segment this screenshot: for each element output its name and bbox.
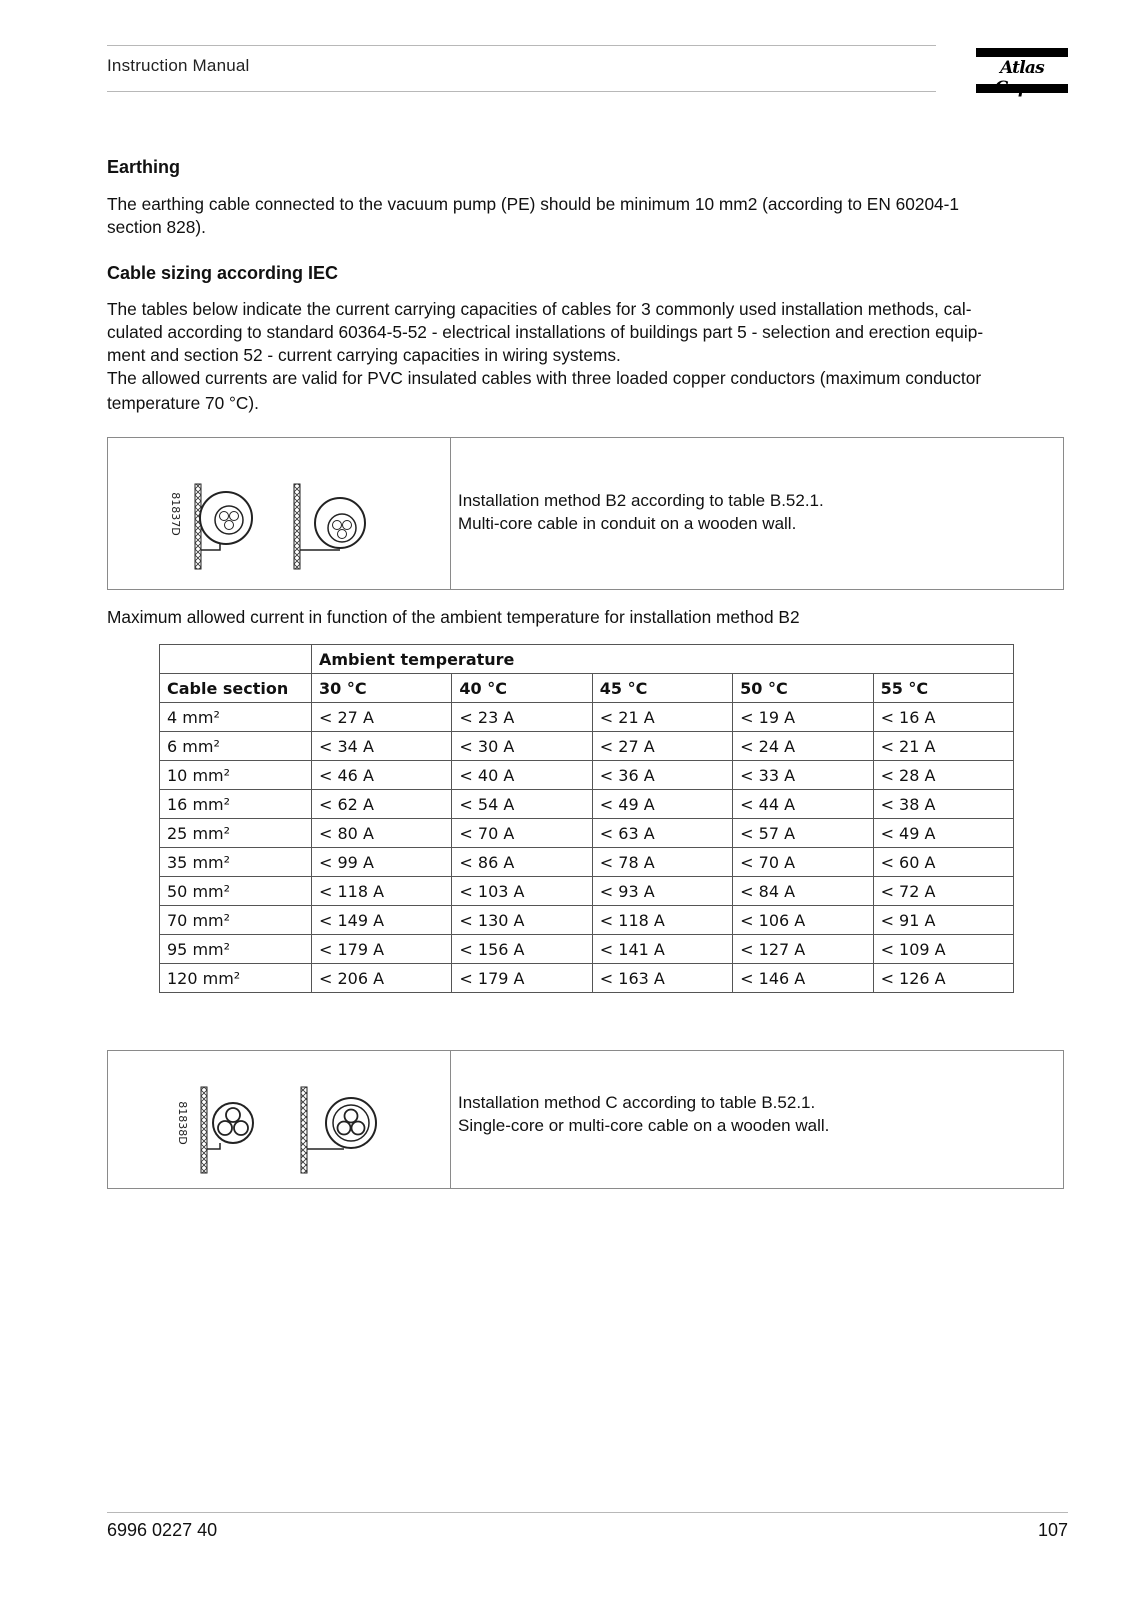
current-cell: < 206 A (312, 964, 452, 993)
cable-section-cell: 50 mm² (160, 877, 312, 906)
current-cell: < 86 A (452, 848, 592, 877)
table-row (160, 732, 1014, 761)
current-cell: < 70 A (733, 848, 873, 877)
method-c-diagram (108, 1051, 450, 1190)
current-cell: < 118 A (312, 877, 452, 906)
cable-sizing-line: The allowed currents are valid for PVC insulated cables with three loaded copper conductors (maximum conductor (107, 368, 982, 388)
current-cell: < 109 A (873, 935, 1013, 964)
current-cell: < 19 A (733, 703, 873, 732)
current-cell: < 70 A (452, 819, 592, 848)
current-cell: < 44 A (733, 790, 873, 819)
cable-section-cell: 120 mm² (160, 964, 312, 993)
current-cell: < 21 A (592, 703, 732, 732)
ambient-temperature-header: Ambient temperature (312, 645, 1014, 674)
current-cell: < 38 A (873, 790, 1013, 819)
table-row (160, 935, 1014, 964)
column-header: 50 °C (733, 674, 873, 703)
method-b2-figure-cell (108, 438, 451, 589)
cable-section-cell: 95 mm² (160, 935, 312, 964)
current-cell: < 27 A (592, 732, 732, 761)
current-cell: < 93 A (592, 877, 732, 906)
cable-section-header: Cable section (160, 674, 312, 703)
earthing-line: section 828). (107, 217, 206, 237)
cable-section-cell: 16 mm² (160, 790, 312, 819)
table-column-header-row (160, 674, 1014, 703)
earthing-heading: Earthing (107, 157, 181, 177)
current-cell: < 156 A (452, 935, 592, 964)
current-cell: < 78 A (592, 848, 732, 877)
current-cell: < 24 A (733, 732, 873, 761)
method-b2-line: Multi-core cable in conduit on a wooden wall. (458, 514, 797, 533)
current-cell: < 72 A (873, 877, 1013, 906)
method-c-description (458, 1091, 829, 1137)
manual-title: Instruction Manual (107, 56, 250, 75)
column-header: 45 °C (592, 674, 732, 703)
current-cell: < 23 A (452, 703, 592, 732)
current-cell: < 46 A (312, 761, 452, 790)
table-row (160, 877, 1014, 906)
earthing-line: The earthing cable connected to the vacuum pump (PE) should be minimum 10 mm2 (according to EN 60204-1 (107, 194, 960, 214)
method-c-line: Installation method C according to table B.52.1. (458, 1093, 816, 1112)
cable-sizing-line: The tables below indicate the current carrying capacities of cables for 3 commonly used installation methods, cal- (107, 299, 972, 319)
cable-section-cell: 10 mm² (160, 761, 312, 790)
cable-sizing-heading: Cable sizing according IEC (107, 263, 339, 283)
current-cell: < 127 A (733, 935, 873, 964)
current-cell: < 103 A (452, 877, 592, 906)
earthing-paragraph (107, 193, 1067, 239)
header-top-rule (107, 45, 936, 46)
cable-sizing-line: culated according to standard 60364-5-52 - electrical installations of buildings part 5 - selection and erection equip- (107, 322, 984, 342)
current-cell: < 63 A (592, 819, 732, 848)
current-cell: < 40 A (452, 761, 592, 790)
table-row (160, 848, 1014, 877)
cable-sizing-line: ment and section 52 - current carrying capacities in wiring systems. (107, 345, 621, 365)
table-row (160, 819, 1014, 848)
figure-code-label: 81838D (176, 1101, 189, 1145)
current-cell: < 146 A (733, 964, 873, 993)
current-cell: < 36 A (592, 761, 732, 790)
page-number: 107 (1037, 1520, 1068, 1540)
logo-wordmark: Atlas (1000, 58, 1044, 78)
cable-section-cell: 25 mm² (160, 819, 312, 848)
current-cell: < 30 A (452, 732, 592, 761)
current-cell: < 54 A (452, 790, 592, 819)
current-cell: < 34 A (312, 732, 452, 761)
method-b2-box (107, 437, 1064, 590)
method-c-figure-cell (108, 1051, 451, 1188)
current-cell: < 126 A (873, 964, 1013, 993)
atlas-copco-logo (976, 48, 1068, 93)
current-cell: < 106 A (733, 906, 873, 935)
method-b2-line: Installation method B2 according to table B.52.1. (458, 491, 824, 510)
current-cell: < 99 A (312, 848, 452, 877)
current-cell: < 130 A (452, 906, 592, 935)
table-row (160, 906, 1014, 935)
current-cell: < 91 A (873, 906, 1013, 935)
method-b2-description (458, 489, 824, 535)
table-body (160, 703, 1014, 993)
column-header: 30 °C (312, 674, 452, 703)
method-b2-diagram (108, 438, 450, 591)
current-cell: < 49 A (873, 819, 1013, 848)
table-row (160, 703, 1014, 732)
cable-section-cell: 6 mm² (160, 732, 312, 761)
table-row (160, 790, 1014, 819)
current-cell: < 33 A (733, 761, 873, 790)
current-cell: < 149 A (312, 906, 452, 935)
current-cell: < 60 A (873, 848, 1013, 877)
cable-section-cell: 70 mm² (160, 906, 312, 935)
current-cell: < 179 A (452, 964, 592, 993)
current-cell: < 163 A (592, 964, 732, 993)
column-header: 55 °C (873, 674, 1013, 703)
current-cell: < 62 A (312, 790, 452, 819)
cable-section-cell: 4 mm² (160, 703, 312, 732)
document-number: 6996 0227 40 (107, 1520, 218, 1540)
current-cell: < 118 A (592, 906, 732, 935)
method-c-box (107, 1050, 1064, 1189)
current-cell: < 28 A (873, 761, 1013, 790)
figure-code-label: 81837D (169, 492, 182, 536)
current-cell: < 27 A (312, 703, 452, 732)
current-capacity-table (159, 644, 1014, 993)
current-cell: < 16 A (873, 703, 1013, 732)
cable-sizing-line: temperature 70 °C). (107, 393, 259, 413)
current-cell: < 49 A (592, 790, 732, 819)
header-bottom-rule (107, 91, 936, 92)
table-row (160, 964, 1014, 993)
footer-rule (107, 1512, 1068, 1513)
current-cell: < 21 A (873, 732, 1013, 761)
cable-sizing-paragraph (107, 298, 1067, 415)
table-group-header-row (160, 645, 1014, 674)
column-header: 40 °C (452, 674, 592, 703)
cable-section-cell: 35 mm² (160, 848, 312, 877)
table-caption: Maximum allowed current in function of the ambient temperature for installation method B2 (107, 607, 800, 627)
current-cell: < 80 A (312, 819, 452, 848)
method-c-line: Single-core or multi-core cable on a wooden wall. (458, 1116, 830, 1135)
current-cell: < 179 A (312, 935, 452, 964)
current-cell: < 84 A (733, 877, 873, 906)
current-cell: < 141 A (592, 935, 732, 964)
table-row (160, 761, 1014, 790)
current-cell: < 57 A (733, 819, 873, 848)
